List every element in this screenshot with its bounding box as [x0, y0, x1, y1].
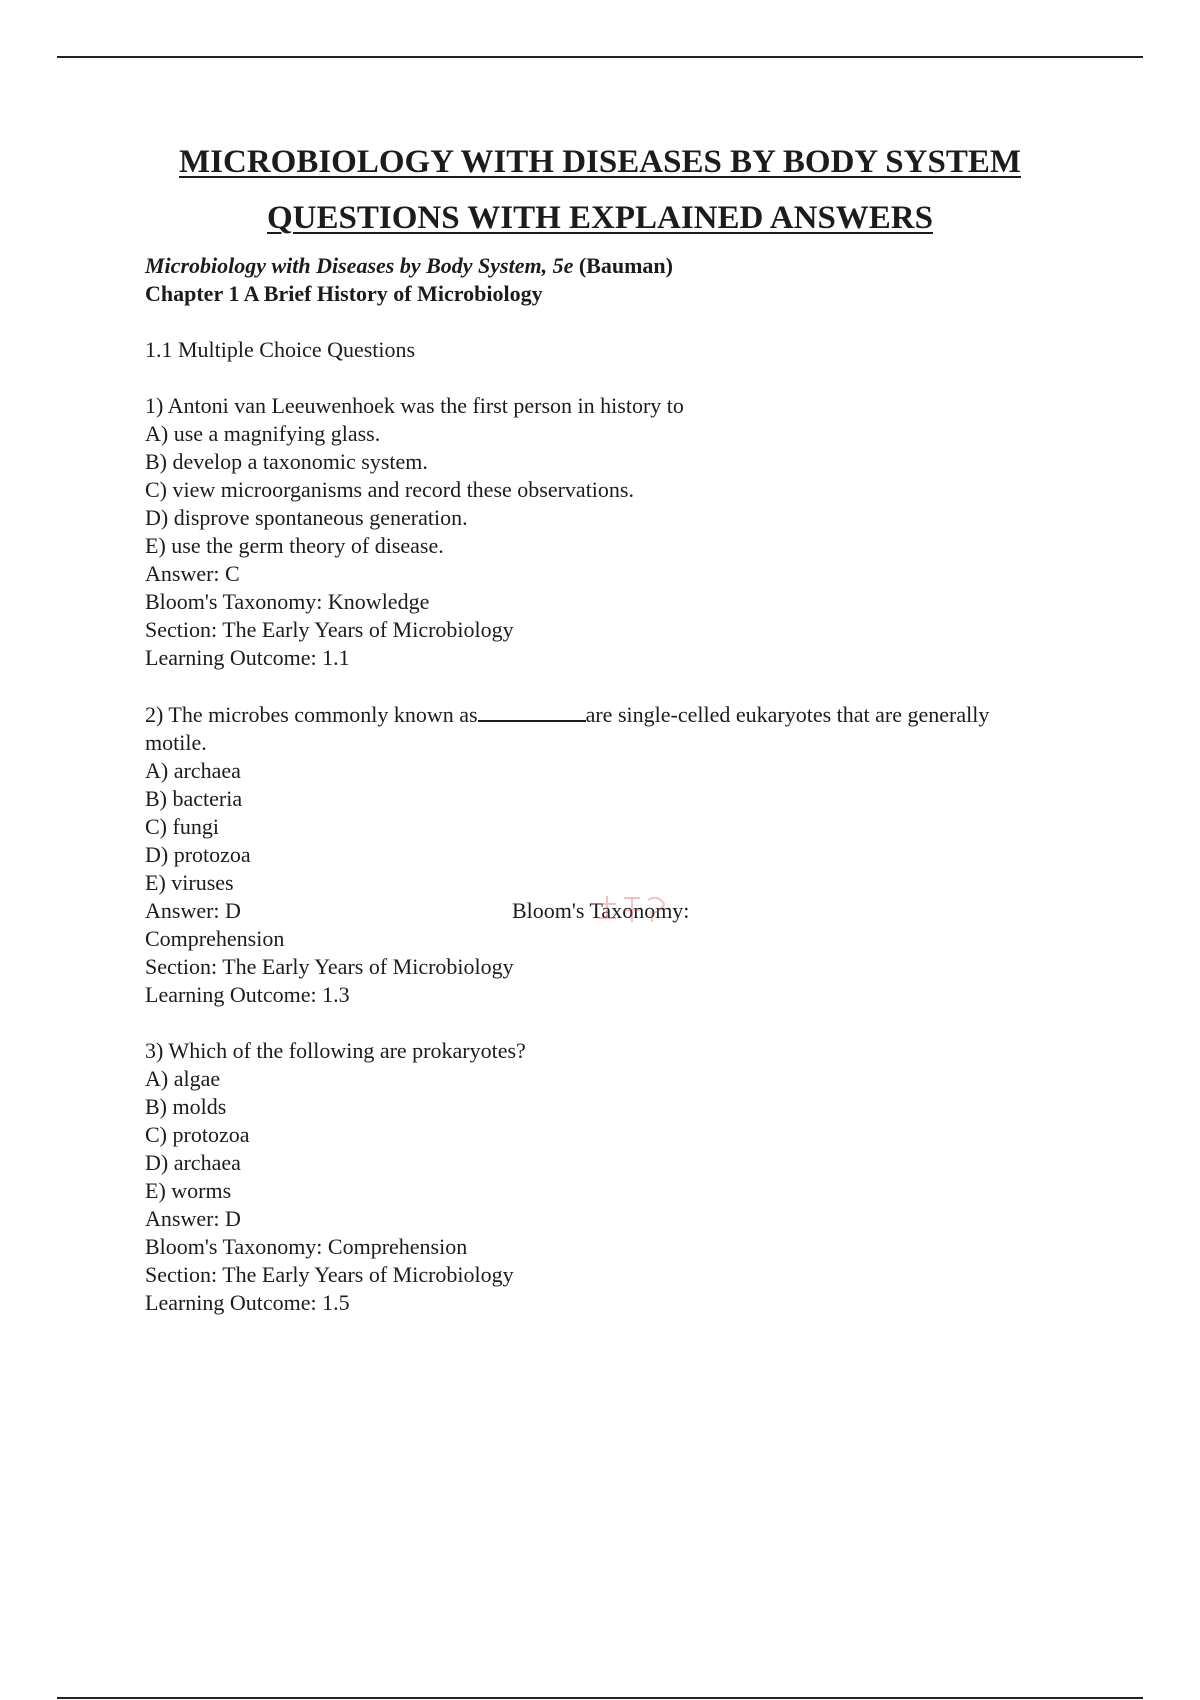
blooms-taxonomy-value: Comprehension — [145, 926, 285, 951]
book-author: (Bauman) — [578, 253, 673, 278]
question-stem: 3) Which of the following are prokaryotes? — [145, 1038, 526, 1063]
option-e: E) viruses — [145, 870, 234, 895]
book-citation — [145, 252, 1085, 280]
answer: Answer: C — [145, 561, 240, 586]
question-stem-continued: motile. — [145, 730, 207, 755]
answer: Answer: D — [145, 1206, 241, 1231]
question-2 — [145, 700, 1085, 1009]
option-b: B) develop a taxonomic system. — [145, 449, 428, 474]
option-a: A) use a magnifying glass. — [145, 421, 381, 446]
option-d: D) protozoa — [145, 842, 251, 867]
option-c: C) view microorganisms and record these observations. — [145, 477, 634, 502]
section-info: Section: The Early Years of Microbiology — [145, 954, 514, 979]
learning-outcome: Learning Outcome: 1.1 — [145, 645, 350, 670]
option-d: D) archaea — [145, 1150, 241, 1175]
document-body — [145, 252, 1085, 1317]
blooms-taxonomy: Bloom's Taxonomy: Comprehension — [145, 1234, 468, 1259]
question-3 — [145, 1037, 1085, 1317]
blooms-taxonomy: Bloom's Taxonomy: Knowledge — [145, 589, 430, 614]
option-a: A) archaea — [145, 758, 241, 783]
question-stem — [145, 700, 1085, 729]
blooms-taxonomy-label: Bloom's Taxonomy: — [512, 898, 690, 923]
bottom-rule — [57, 1697, 1143, 1699]
section-heading: 1.1 Multiple Choice Questions — [145, 337, 416, 362]
question-stem: 1) Antoni van Leeuwenhoek was the first person in history to — [145, 393, 684, 418]
question-1 — [145, 392, 1085, 672]
answer-row — [145, 897, 1085, 925]
top-rule — [57, 56, 1143, 58]
question-stem-before: 2) The microbes commonly known as — [145, 702, 478, 727]
book-title: Microbiology with Diseases by Body System, 5e — [145, 253, 574, 278]
option-b: B) molds — [145, 1094, 227, 1119]
section-info: Section: The Early Years of Microbiology — [145, 1262, 514, 1287]
option-d: D) disprove spontaneous generation. — [145, 505, 468, 530]
answer: Answer: D — [145, 898, 241, 923]
option-c: C) fungi — [145, 814, 219, 839]
document-title — [0, 134, 1200, 246]
option-e: E) use the germ theory of disease. — [145, 533, 444, 558]
title-line-2: QUESTIONS WITH EXPLAINED ANSWERS — [267, 200, 933, 236]
option-b: B) bacteria — [145, 786, 243, 811]
title-line-1: MICROBIOLOGY WITH DISEASES BY BODY SYSTEM — [179, 144, 1021, 180]
learning-outcome: Learning Outcome: 1.5 — [145, 1290, 350, 1315]
question-stem-after: are single-celled eukaryotes that are generally — [585, 702, 990, 727]
option-a: A) algae — [145, 1066, 221, 1091]
chapter-heading: Chapter 1 A Brief History of Microbiology — [145, 281, 543, 306]
learning-outcome: Learning Outcome: 1.3 — [145, 982, 350, 1007]
fill-in-blank — [478, 700, 586, 722]
option-c: C) protozoa — [145, 1122, 250, 1147]
option-e: E) worms — [145, 1178, 232, 1203]
section-info: Section: The Early Years of Microbiology — [145, 617, 514, 642]
